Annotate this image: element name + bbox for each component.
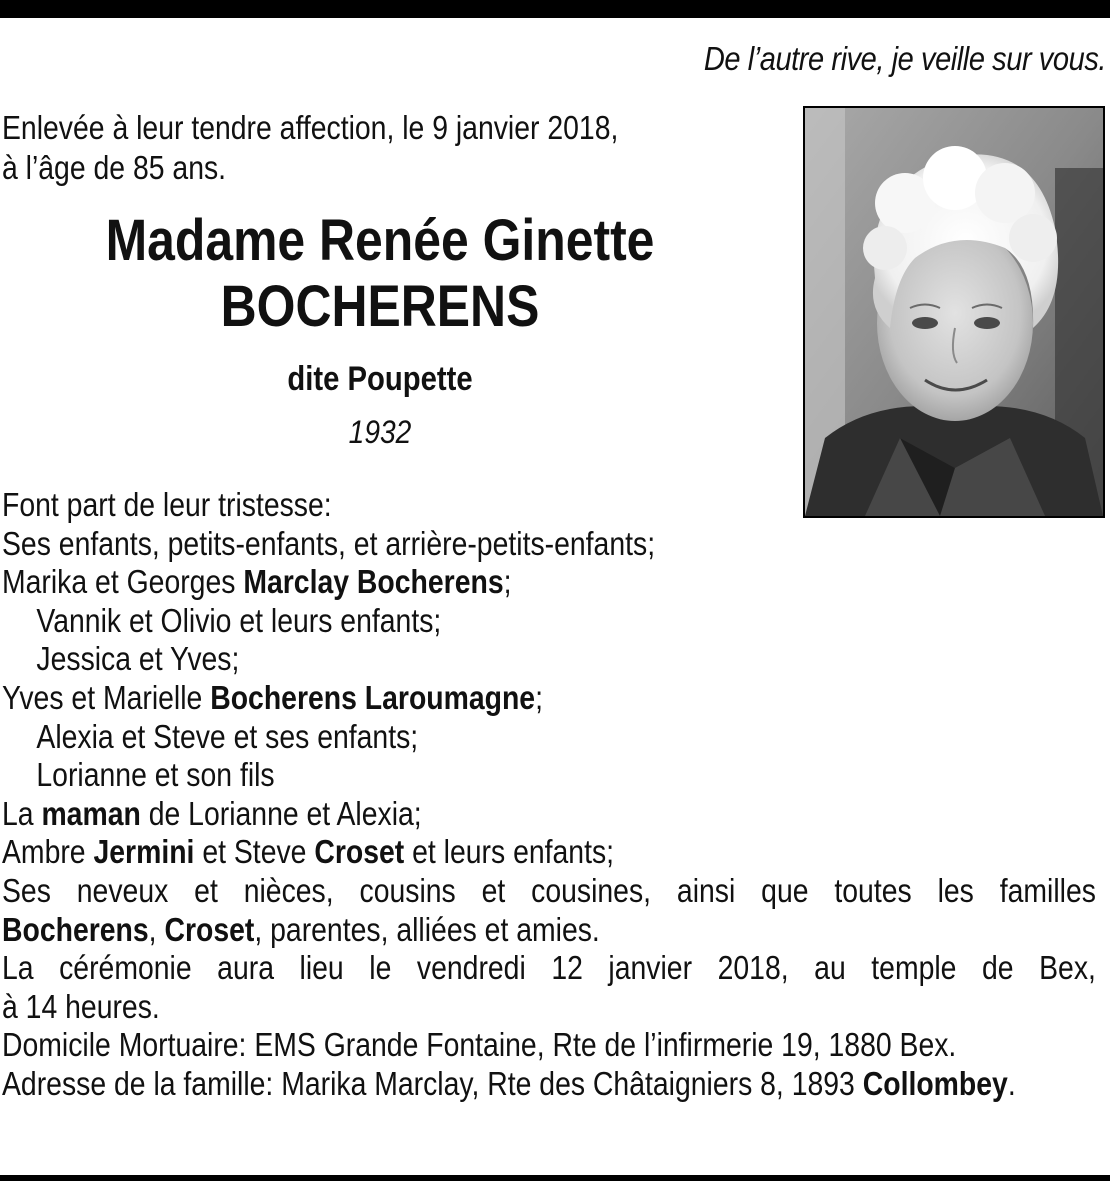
birth-year: 1932 xyxy=(348,414,412,450)
family-line: Jessica et Yves; xyxy=(36,640,240,678)
family-surname: Croset xyxy=(314,833,405,871)
family-address-town: Collombey xyxy=(862,1064,1008,1102)
portrait-image xyxy=(805,108,1103,516)
motto: De l’autre rive, je veille sur vous. xyxy=(703,40,1106,77)
family-line: Lorianne et son fils xyxy=(36,756,275,794)
family-line: Ses enfants, petits-enfants, et arrière-petits-enfants; xyxy=(2,524,656,562)
family-surname: Jermini xyxy=(93,833,195,871)
deceased-nickname: dite Poupette xyxy=(287,360,473,398)
family-surname: Bocherens xyxy=(2,910,149,948)
family-line: La maman de Lorianne et Alexia; xyxy=(2,794,422,832)
family-surname: Marclay Bocherens xyxy=(243,563,504,601)
intro-line-1: Enlevée à leur tendre affection, le 9 janvier 2018, xyxy=(2,109,619,146)
deceased-surname: BOCHERENS xyxy=(220,274,540,339)
family-line: Bocherens, Croset, parentes, alliées et amies. xyxy=(2,910,600,948)
ceremony-line-2: à 14 heures. xyxy=(2,987,160,1025)
family-line: Alexia et Steve et ses enfants; xyxy=(36,717,419,755)
bottom-divider xyxy=(0,1175,1110,1181)
family-line: Ambre Jermini et Steve Croset et leurs enfants; xyxy=(2,833,615,871)
family-line: Ses neveux et nièces, cousins et cousines, ainsi que toutes les familles xyxy=(2,871,1096,909)
family-address: Adresse de la famille: Marika Marclay, Rte des Châtaigniers 8, 1893 Collombey. xyxy=(2,1064,1016,1102)
family-surname: Croset xyxy=(164,910,255,948)
top-divider xyxy=(0,0,1110,18)
deceased-name-line-1: Madame Renée Ginette xyxy=(105,208,655,273)
family-line: Yves et Marielle Bocherens Laroumagne; xyxy=(2,678,543,716)
family-line: Marika et Georges Marclay Bocherens; xyxy=(2,563,512,601)
intro-line-2: à l’âge de 85 ans. xyxy=(2,149,227,186)
intro-text xyxy=(2,108,618,188)
family-line: Vannik et Olivio et leurs enfants; xyxy=(36,601,442,639)
family-heading: Font part de leur tristesse: xyxy=(2,486,332,523)
mortuary-address: Domicile Mortuaire: EMS Grande Fontaine, Rte de l’infirmerie 19, 1880 Bex. xyxy=(2,1026,957,1064)
announcement-body xyxy=(2,486,1096,1104)
deceased-name-block xyxy=(0,208,760,452)
family-surname: Bocherens Laroumagne xyxy=(210,678,536,716)
family-emphasis: maman xyxy=(41,794,141,832)
portrait-photo xyxy=(803,106,1105,518)
ceremony-line-1: La cérémonie aura lieu le vendredi 12 janvier 2018, au temple de Bex, xyxy=(2,949,1096,987)
